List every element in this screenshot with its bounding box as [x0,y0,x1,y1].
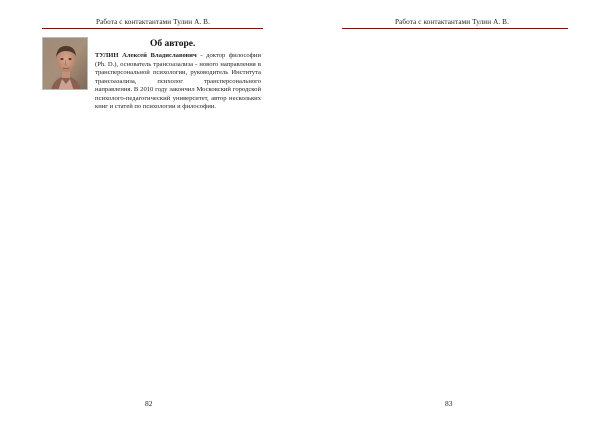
author-portrait-image [43,38,88,90]
header-rule [42,28,263,29]
about-author-title: Об авторе. [150,39,196,49]
running-header: Работа с контактантами Тулин А. В. [96,18,210,26]
right-page [300,0,600,424]
author-bio-text: - доктор философии (Ph. D.), основатель трансоазализа - нового направления в трансперсональной психологии, руководитель Института трансоазализа, психолог трансперсонального направления. В 2010 году закончил Московский городской психолого-педагогический университет, автор нескольких книг и статей по психологии и философии. [95,52,261,110]
author-bio [95,52,261,112]
author-name: ТУЛИН Алексей Владиславович [95,52,197,59]
page-number-right: 83 [445,399,453,408]
page-number-left: 82 [145,399,153,408]
running-header: Работа с контактантами Тулин А. В. [395,18,509,26]
header-rule [342,28,568,29]
author-photo [42,37,88,90]
